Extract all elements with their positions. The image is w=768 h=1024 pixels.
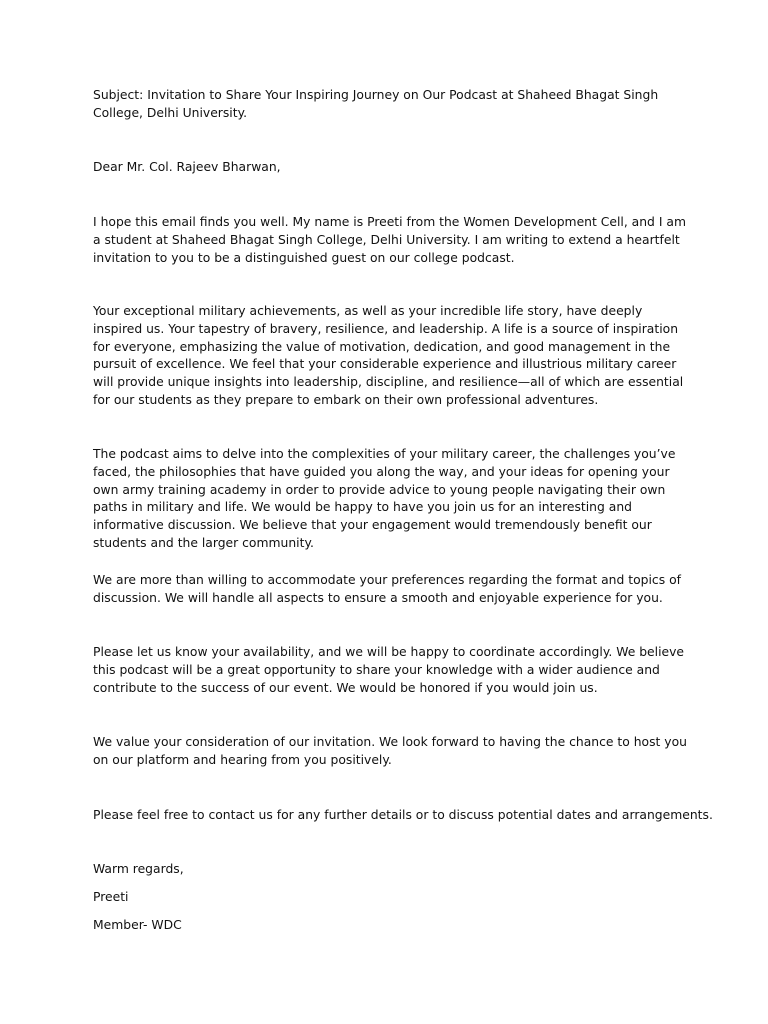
signature-name: Preeti <box>93 890 129 904</box>
paragraph-podcast-aims: The podcast aims to delve into the complexities of your military career, the challenges you’ve faced, the philosophies that have guided you along the way, and your ideas for opening your own army training academy in order to provide advice to young people navigating their own paths in military and life. We would be happy to have you join us for an interesting and informative discussion. We believe that your engagement would tremendously benefit our students and the larger community. <box>93 447 676 550</box>
salutation: Dear Mr. Col. Rajeev Bharwan, <box>93 160 281 174</box>
signature-designation: Member- WDC <box>93 918 182 932</box>
paragraph-introduction: I hope this email finds you well. My name is Preeti from the Women Development Cell, and I am a student at Shaheed Bhagat Singh College, Delhi University. I am writing to extend a heartfelt invitation to you to be a distinguished guest on our college podcast. <box>93 215 686 265</box>
paragraph-achievements: Your exceptional military achievements, as well as your incredible life story, have deeply inspired us. Your tapestry of bravery, resilience, and leadership. A life is a source of inspiration for everyone, emphasizing the value of motivation, dedication, and good management in the pursuit of excellence. We feel that your considerable experience and illustrious military career will provide unique insights into leadership, discipline, and resilience—all of which are essential for our students as they prepare to embark on their own professional adventures. <box>93 304 684 407</box>
paragraph-consideration: We value your consideration of our invitation. We look forward to having the chance to host you on our platform and hearing from you positively. <box>93 735 687 767</box>
paragraph-availability: Please let us know your availability, and we will be happy to coordinate accordingly. We believe this podcast will be a great opportunity to share your knowledge with a wider audience and contribute to the success of our event. We would be honored if you would join us. <box>93 645 684 695</box>
subject-line: Subject: Invitation to Share Your Inspiring Journey on Our Podcast at Shaheed Bhagat Singh College, Delhi University. <box>93 88 659 120</box>
paragraph-contact: Please feel free to contact us for any further details or to discuss potential dates and arrangements. <box>93 808 713 822</box>
paragraph-accommodation: We are more than willing to accommodate your preferences regarding the format and topics of discussion. We will handle all aspects to ensure a smooth and enjoyable experience for you. <box>93 573 681 605</box>
closing: Warm regards, <box>93 862 184 876</box>
